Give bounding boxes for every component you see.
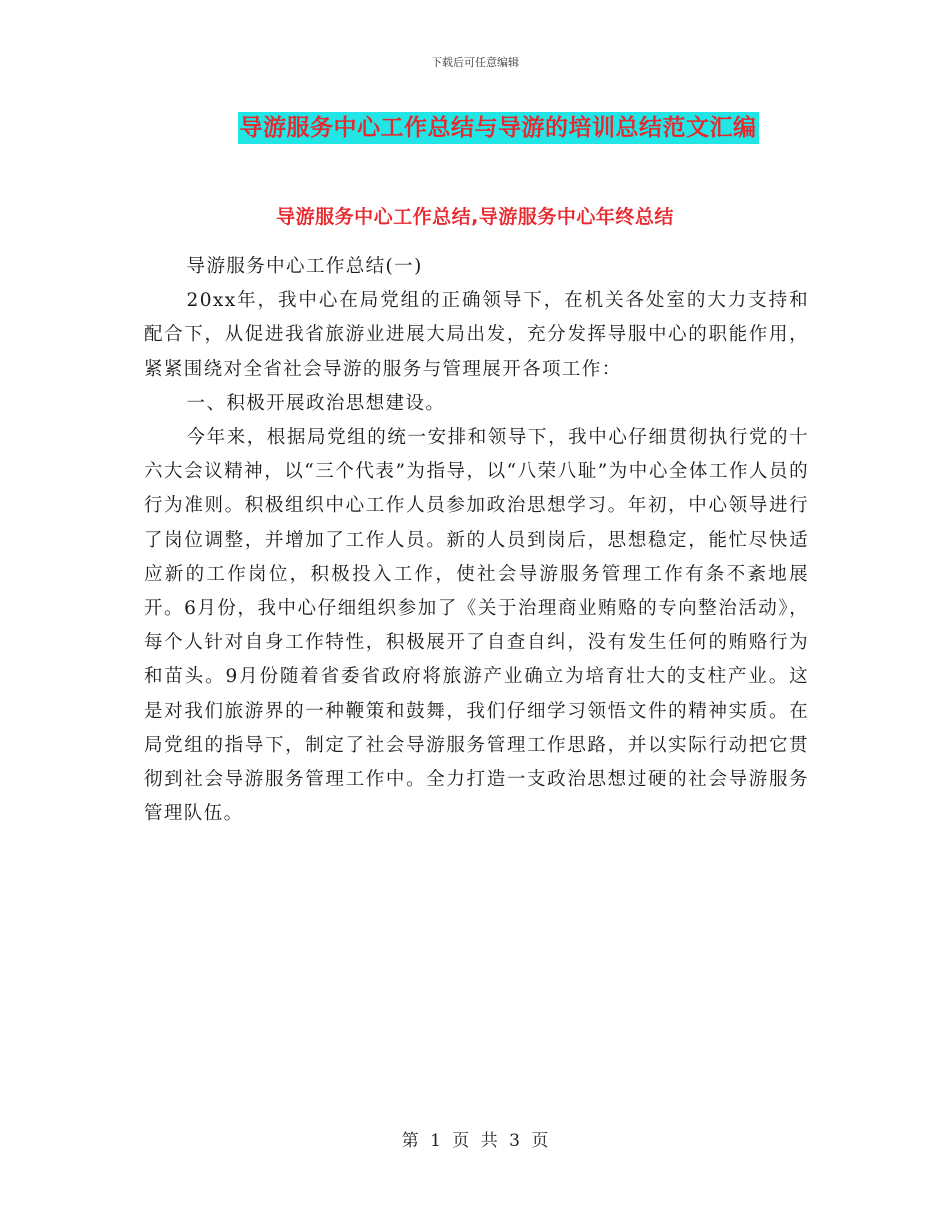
paragraph: 20xx年，我中心在局党组的正确领导下，在机关各处室的大力支持和配合下，从促进我省旅游业进展大局出发，充分发挥导服中心的职能作用，紧紧围绕对全省社会导游的服务与管理展开各项工作：: [144, 290, 809, 380]
document-body: [144, 250, 809, 831]
main-title-container: [0, 112, 950, 144]
main-title: 导游服务中心工作总结与导游的培训总结范文汇编: [238, 112, 759, 144]
sub-title: 导游服务中心工作总结,导游服务中心年终总结: [276, 206, 674, 228]
page-header-note: 下载后可任意编辑: [431, 56, 519, 69]
page-number: 第 1 页 共 3 页: [401, 1131, 549, 1151]
paragraph: 今年来，根据局党组的统一安排和领导下，我中心仔细贯彻执行党的十六大会议精神，以“三个代表”为指导，以“八荣八耻”为中心全体工作人员的行为准则。积极组织中心工作人员参加政治思想学习。年初，中心领导进行了岗位调整，并增加了工作人员。新的人员到岗后，思想稳定，能忙尽快适应新的工作岗位，积极投入工作，使社会导游服务管理工作有条不紊地展开。6月份，我中心仔细组织参加了《关于治理商业贿赂的专向整治活动》，每个人针对自身工作特性，积极展开了自查自纠，没有发生任何的贿赂行为和苗头。9月份随着省委省政府将旅游产业确立为培育壮大的支柱产业。这是对我们旅游界的一种鞭策和鼓舞，我们仔细学习领悟文件的精神实质。在局党组的指导下，制定了社会导游服务管理工作思路，并以实际行动把它贯彻到社会导游服务管理工作中。全力打造一支政治思想过硬的社会导游服务管理队伍。: [144, 427, 809, 825]
section-heading: 一、积极开展政治思想建设。: [186, 392, 446, 414]
section-heading: 导游服务中心工作总结(一): [186, 256, 423, 277]
